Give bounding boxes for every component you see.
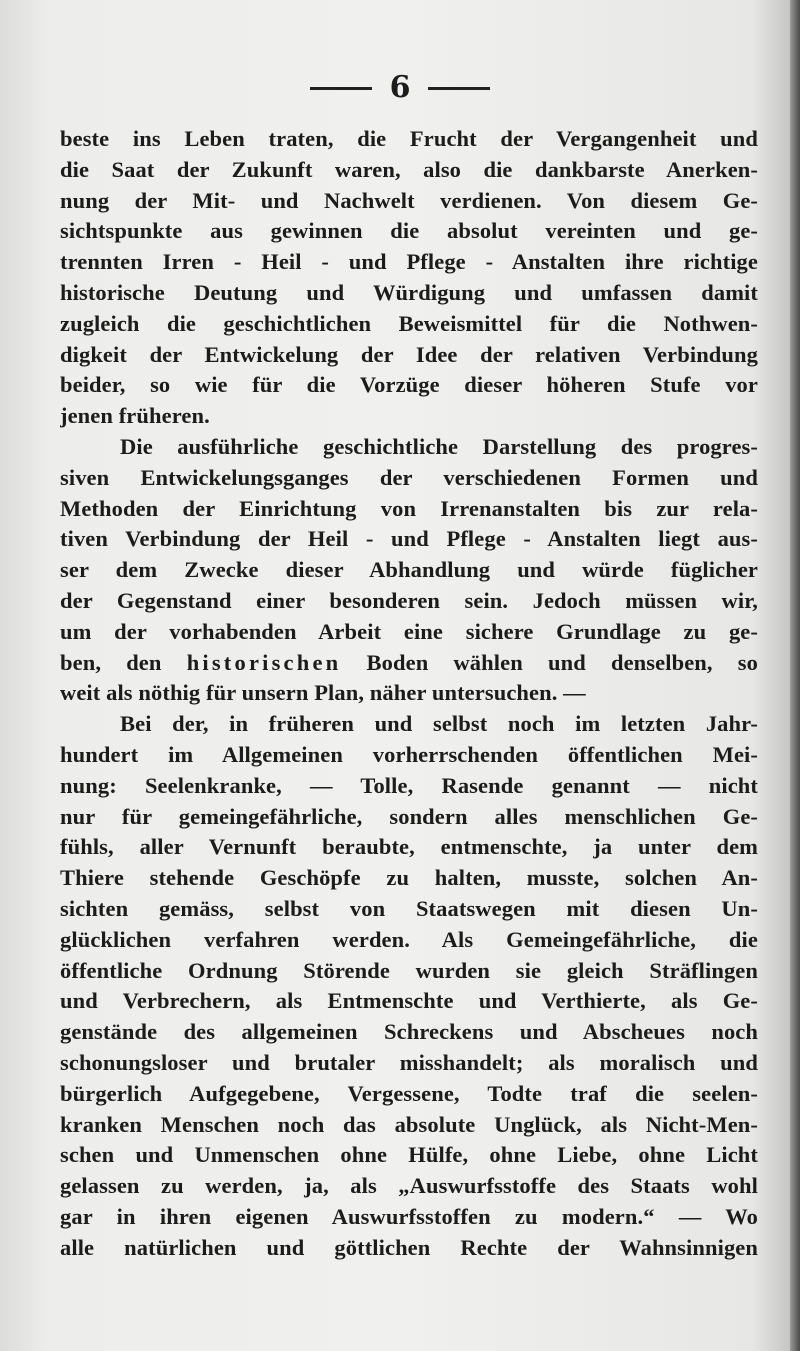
text-line: nung: Seelenkranke, — Tolle, Rasende genannt — nicht — [60, 772, 758, 798]
paragraph-end-line: jenen früheren. — [60, 403, 210, 429]
text-line: digkeit der Entwickelung der Idee der relativen Verbindung — [60, 341, 758, 367]
text-line: historische Deutung und Würdigung und umfassen damit — [60, 279, 758, 305]
text-segment: ben, den — [60, 649, 162, 675]
text-line: beider, so wie für die Vorzüge dieser höheren Stufe vor — [60, 372, 758, 398]
text-line: nung der Mit- und Nachwelt verdienen. Von diesem Ge- — [60, 187, 758, 213]
text-line: hundert im Allgemeinen vorherrschenden öffentlichen Mei- — [60, 741, 758, 767]
text-line: um der vorhabenden Arbeit eine sichere Grundlage zu ge- — [60, 618, 758, 644]
text-line: öffentliche Ordnung Störende wurden sie gleich Sträflingen — [60, 957, 758, 983]
text-line: schen und Unmenschen ohne Hülfe, ohne Liebe, ohne Licht — [60, 1142, 758, 1168]
text-line: bürgerlich Aufgegebene, Vergessene, Todte traf die seelen- — [60, 1080, 758, 1106]
text-line: gar in ihren eigenen Auswurfsstoffen zu modern.“ — Wo — [60, 1203, 758, 1229]
text-line: gelassen zu werden, ja, als „Auswurfsstoffe des Staats wohl — [60, 1173, 758, 1199]
text-line: zugleich die geschichtlichen Beweismittel für die Nothwen- — [60, 310, 758, 336]
text-line: fühls, aller Vernunft beraubte, entmenschte, ja unter dem — [60, 834, 758, 860]
paragraph-end-line: weit als nöthig für unsern Plan, näher untersuchen. — — [60, 680, 586, 706]
text-line: Thiere stehende Geschöpfe zu halten, musste, solchen An- — [60, 865, 758, 891]
text-line: siven Entwickelungsganges der verschiedenen Formen und — [60, 464, 758, 490]
text-line: alle natürlichen und göttlichen Rechte der Wahnsinnigen — [60, 1234, 758, 1260]
page-number: 6 — [389, 70, 411, 105]
text-line: Methoden der Einrichtung von Irrenanstalten bis zur rela- — [60, 495, 758, 521]
paragraph-start-line: Die ausführliche geschichtliche Darstellung des progres- — [120, 433, 758, 459]
text-line: nur für gemeingefährliche, sondern alles menschlichen Ge- — [60, 803, 758, 829]
page-edge-shadow — [790, 0, 800, 1351]
text-line — [60, 648, 758, 679]
page-header — [0, 68, 800, 108]
text-line: trennten Irren - Heil - und Pflege - Anstalten ihre richtige — [60, 249, 758, 275]
text-line: glücklichen verfahren werden. Als Gemeingefährliche, die — [60, 926, 758, 952]
text-line: schonungsloser und brutaler misshandelt; als moralisch und — [60, 1049, 758, 1075]
paragraph-start-line: Bei der, in früheren und selbst noch im letzten Jahr- — [120, 711, 758, 737]
emphasized-word: historischen — [186, 649, 342, 675]
header-rule-right — [428, 87, 490, 90]
text-line: beste ins Leben traten, die Frucht der Vergangenheit und — [60, 126, 758, 151]
body-text — [60, 124, 758, 1263]
text-line: ser dem Zwecke dieser Abhandlung und würde füglicher — [60, 557, 758, 583]
text-line: sichtspunkte aus gewinnen die absolut vereinten und ge- — [60, 218, 758, 244]
header-rule-left — [310, 87, 372, 90]
text-line: genstände des allgemeinen Schreckens und Abscheues noch — [60, 1019, 758, 1045]
text-line: und Verbrechern, als Entmenschte und Verthierte, als Ge- — [60, 988, 758, 1014]
text-segment: Boden wählen und denselben, so — [366, 649, 758, 675]
text-line: der Gegenstand einer besonderen sein. Jedoch müssen wir, — [60, 587, 758, 613]
text-line: sichten gemäss, selbst von Staatswegen mit diesen Un- — [60, 895, 758, 921]
text-line: tiven Verbindung der Heil - und Pflege - Anstalten liegt aus- — [60, 526, 758, 552]
text-line: die Saat der Zukunft waren, also die dankbarste Anerken- — [60, 156, 758, 182]
text-line: kranken Menschen noch das absolute Unglück, als Nicht-Men- — [60, 1111, 758, 1137]
